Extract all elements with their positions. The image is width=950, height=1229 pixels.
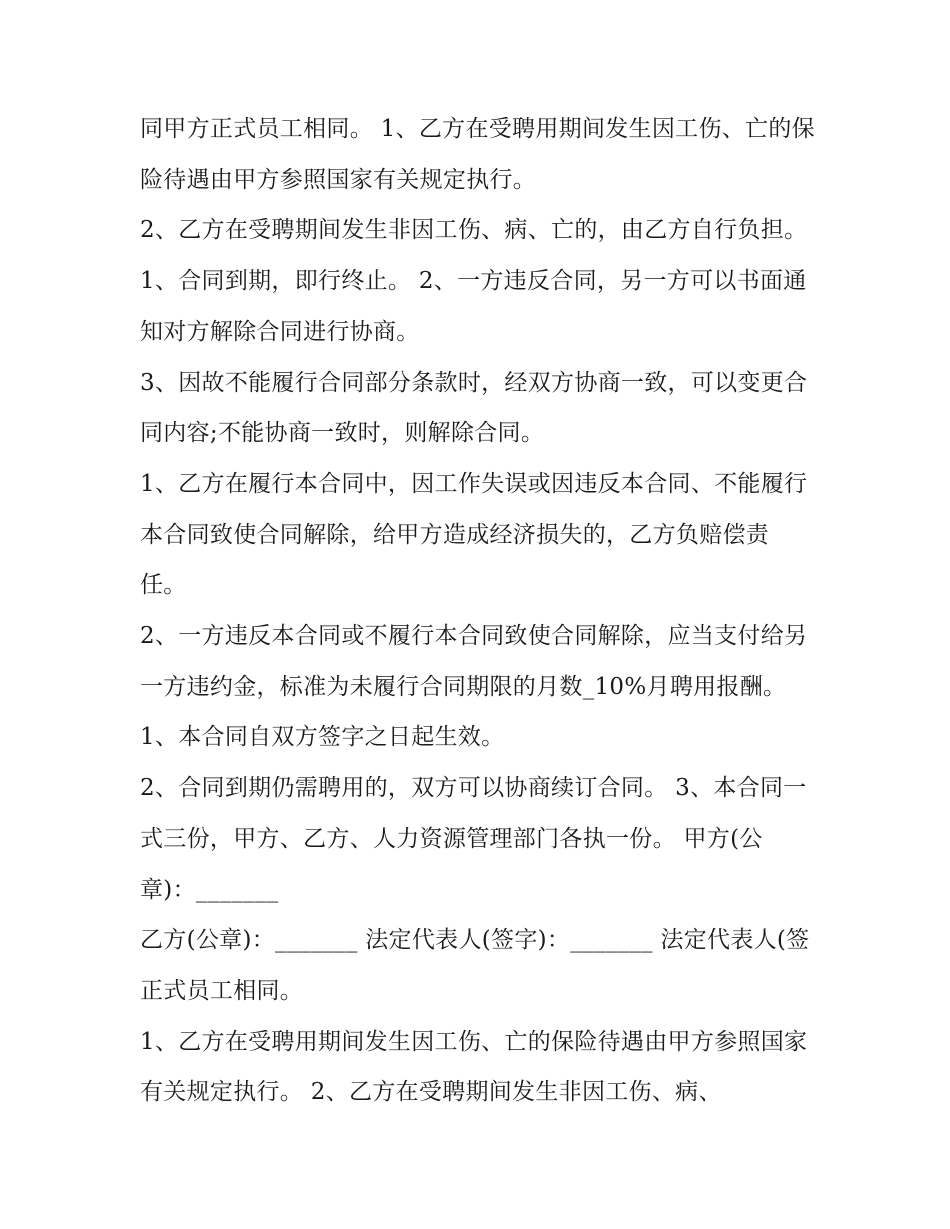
- paragraph-1: 同甲方正式员工相同。 1、乙方在受聘用期间发生因工伤、亡的保险待遇由甲方参照国家有关规定执行。: [140, 116, 815, 193]
- paragraph-8: 1、乙方在受聘用期间发生因工伤、亡的保险待遇由甲方参照国家有关规定执行。 2、乙方在受聘期间发生非因工伤、病、: [140, 1028, 808, 1106]
- paragraph-5: 2、一方违反本合同或不履行本合同致使合同解除，应当支付给另一方违约金，标准为未履行合同期限的月数_10%月聘用报酬。 1、本合同自双方签字之日起生效。: [140, 623, 808, 751]
- paragraph-6: 2、合同到期仍需聘用的，双方可以协商续订合同。 3、本合同一式三份，甲方、乙方、人力资源管理部门各执一份。 甲方(公章)：_______: [140, 775, 807, 903]
- paragraph-2: 2、乙方在受聘期间发生非因工伤、病、亡的，由乙方自行负担。 1、合同到期，即行终止。 2、一方违反合同，另一方可以书面通知对方解除合同进行协商。: [140, 217, 808, 345]
- document-body: [140, 104, 815, 1118]
- paragraph-4: 1、乙方在履行本合同中，因工作失误或因违反本合同、不能履行本合同致使合同解除，给甲方造成经济损失的，乙方负赔偿责任。: [140, 470, 808, 599]
- paragraph-3: 3、因故不能履行合同部分条款时，经双方协商一致，可以变更合同内容;不能协商一致时，则解除合同。: [140, 369, 808, 447]
- paragraph-7: 乙方(公章)：_______ 法定代表人(签字)：_______ 法定代表人(签正式员工相同。: [140, 927, 810, 1004]
